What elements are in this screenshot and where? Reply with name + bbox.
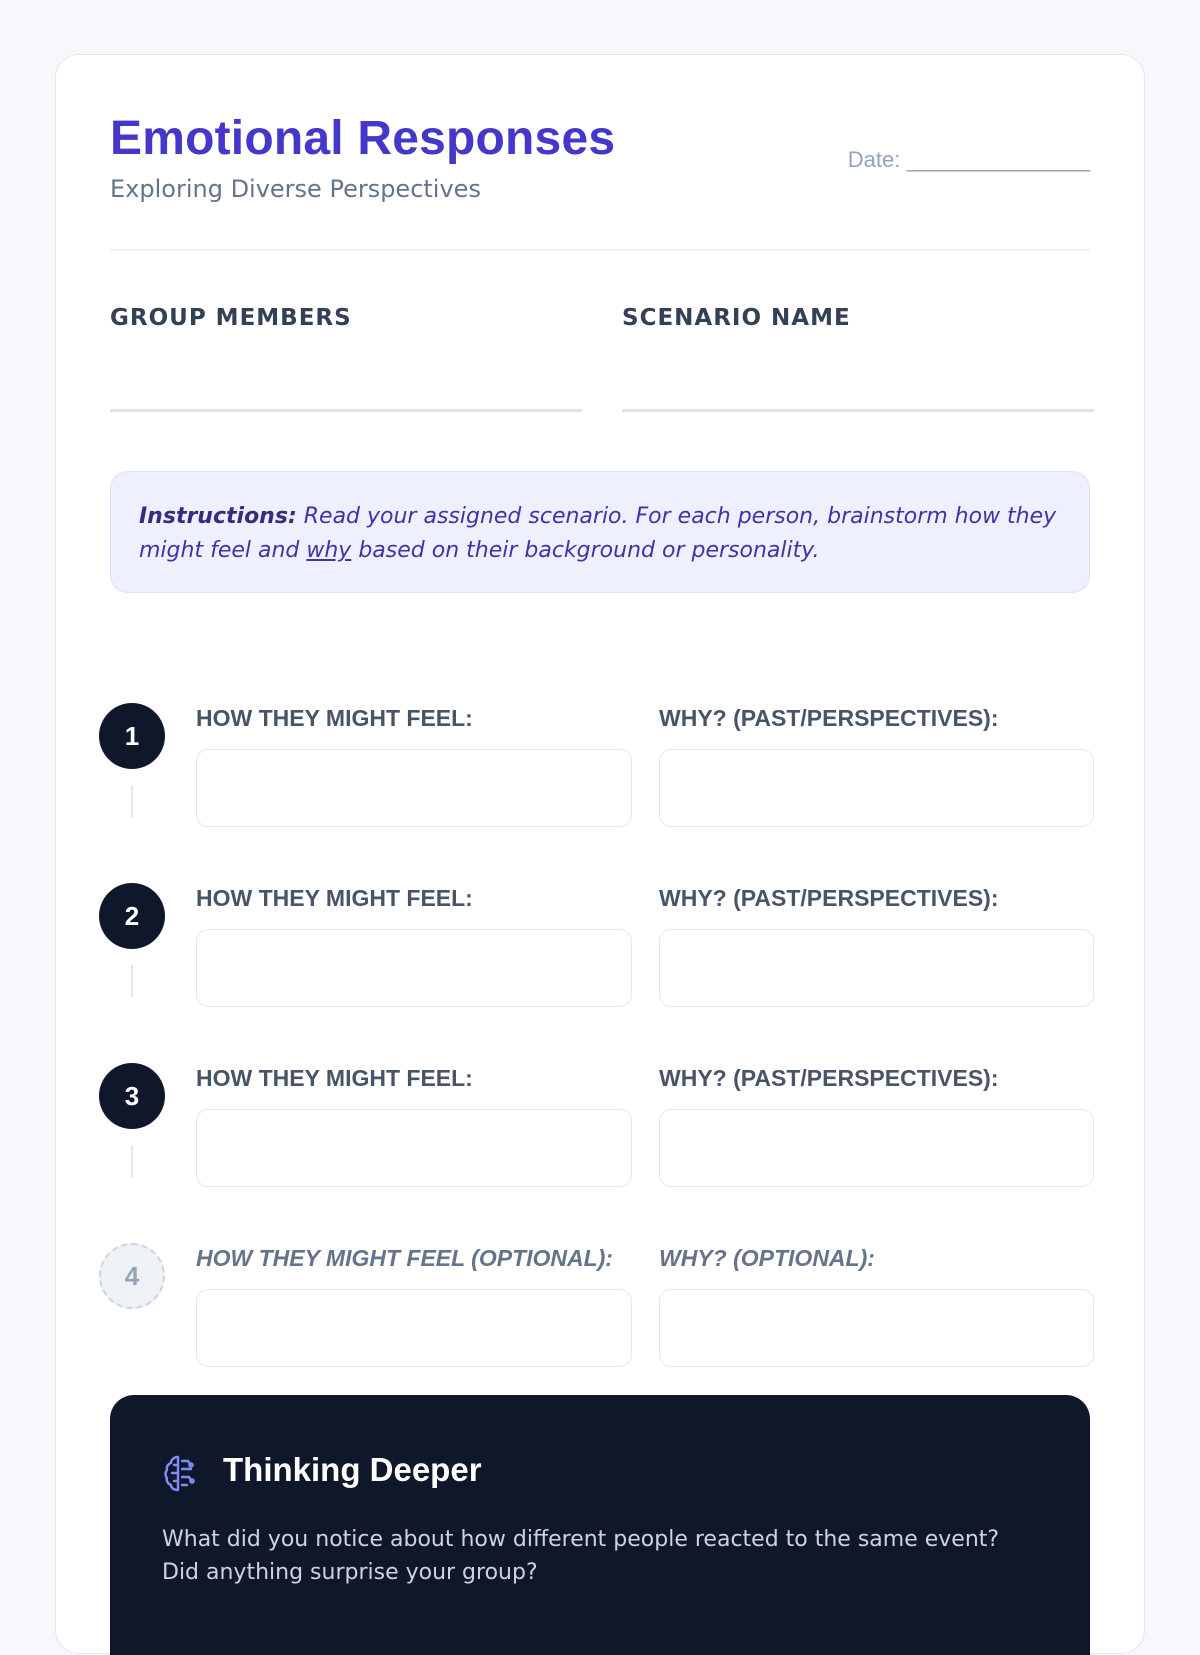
instructions-box (110, 471, 1090, 593)
why-label: WHY? (OPTIONAL): (659, 1245, 875, 1271)
response-row-2 (110, 883, 1090, 1043)
group-members-field[interactable] (110, 305, 582, 331)
row-connector (131, 1145, 133, 1177)
feel-input-box[interactable] (196, 1109, 632, 1187)
group-members-line[interactable] (110, 409, 582, 412)
header-divider (110, 249, 1090, 251)
instructions-text-before: Read your assigned scenario. For each person, brainstorm how they might feel and (139, 504, 1057, 563)
scenario-name-label: SCENARIO NAME (622, 305, 851, 331)
why-input-box[interactable] (659, 1289, 1094, 1367)
scenario-name-field[interactable] (622, 305, 1094, 331)
instructions-text-after: based on their background or personality. (351, 538, 820, 563)
worksheet-card (55, 54, 1145, 1654)
response-row-1 (110, 703, 1090, 863)
why-label: WHY? (PAST/PERSPECTIVES): (659, 885, 999, 911)
page-title: Emotional Responses (110, 112, 616, 165)
response-row-4-optional (110, 1243, 1090, 1403)
date-field[interactable]: Date: _______________ (847, 147, 1090, 172)
thinking-deeper-title: Thinking Deeper (223, 1451, 482, 1488)
thinking-deeper-question: What did you notice about how different people reacted to the same event? Did anything surprise your group? (162, 1527, 1000, 1585)
row-number-badge: 2 (99, 883, 165, 949)
feel-label: HOW THEY MIGHT FEEL (OPTIONAL): (196, 1245, 613, 1271)
feel-input-box[interactable] (196, 1289, 632, 1367)
brain-icon (162, 1453, 198, 1493)
feel-label: HOW THEY MIGHT FEEL: (196, 1065, 473, 1091)
response-row-3 (110, 1063, 1090, 1223)
row-connector (131, 785, 133, 817)
why-input-box[interactable] (659, 929, 1094, 1007)
page-subtitle: Exploring Diverse Perspectives (110, 175, 481, 203)
feel-input-box[interactable] (196, 929, 632, 1007)
why-input-box[interactable] (659, 1109, 1094, 1187)
row-number-badge: 4 (99, 1243, 165, 1309)
instructions-label: Instructions: (139, 504, 297, 529)
thinking-deeper-panel (110, 1395, 1090, 1655)
instructions-emphasis: why (306, 538, 352, 563)
row-number-badge: 1 (99, 703, 165, 769)
why-input-box[interactable] (659, 749, 1094, 827)
scenario-name-line[interactable] (622, 409, 1094, 412)
feel-input-box[interactable] (196, 749, 632, 827)
row-connector (131, 965, 133, 997)
why-label: WHY? (PAST/PERSPECTIVES): (659, 1065, 999, 1091)
feel-label: HOW THEY MIGHT FEEL: (196, 705, 473, 731)
feel-label: HOW THEY MIGHT FEEL: (196, 885, 473, 911)
why-label: WHY? (PAST/PERSPECTIVES): (659, 705, 999, 731)
group-members-label: GROUP MEMBERS (110, 305, 352, 331)
row-number-badge: 3 (99, 1063, 165, 1129)
